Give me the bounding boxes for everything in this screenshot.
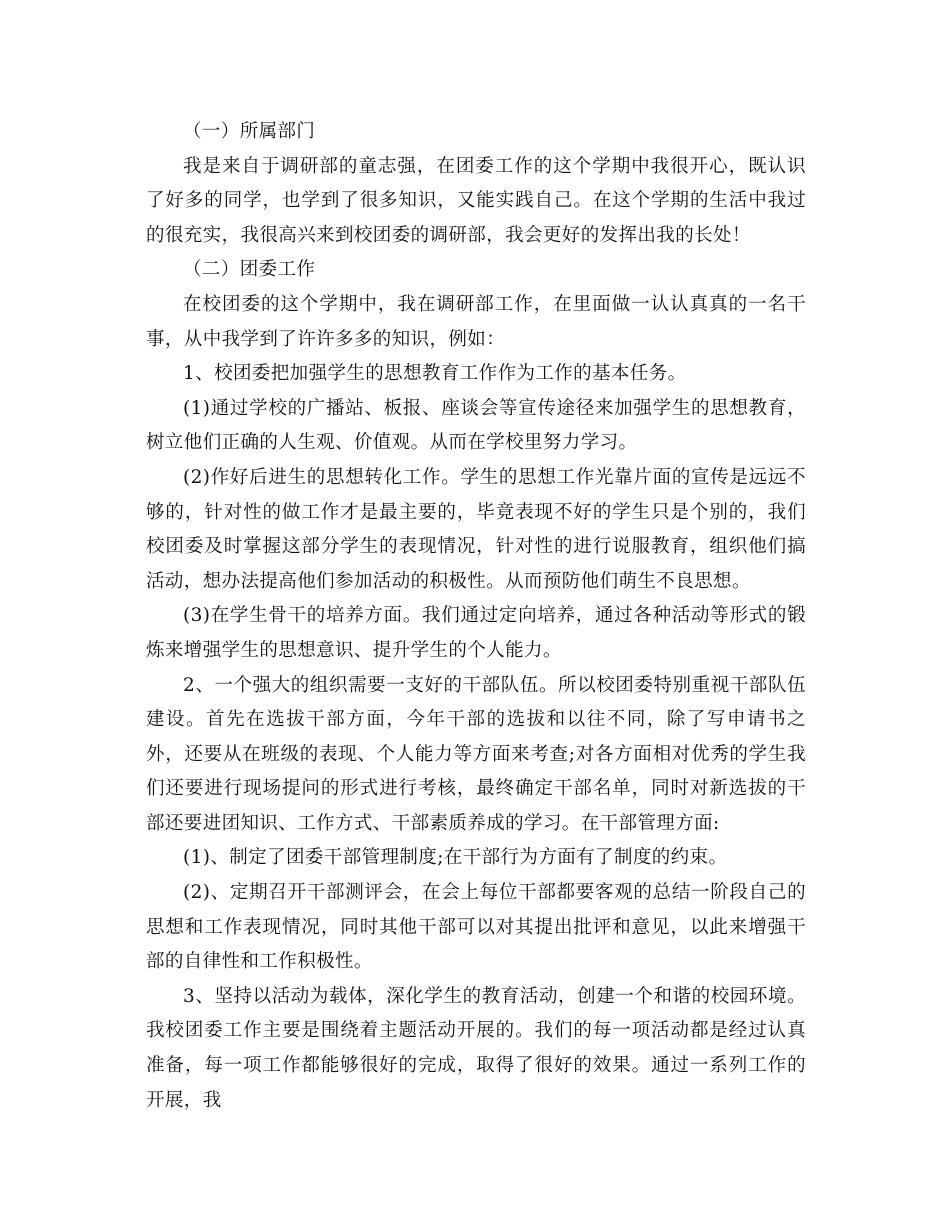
paragraph-item-1: 1、校团委把加强学生的思想教育工作作为工作的基本任务。 bbox=[183, 363, 687, 385]
paragraph-item-1-1: (1)通过学校的广播站、板报、座谈会等宣传途径来加强学生的思想教育，树立他们正确的人生观、价值观。从而在学校里努力学习。 bbox=[146, 397, 806, 454]
heading-department: （一）所属部门 bbox=[183, 121, 316, 142]
document-page bbox=[146, 115, 806, 1118]
paragraph-work-summary: 在校团委的这个学期中，我在调研部工作，在里面做一认认真真的一名干事，从中我学到了许许多多的知识，例如： bbox=[146, 293, 806, 350]
paragraph-item-1-3: (3)在学生骨干的培养方面。我们通过定向培养，通过各种活动等形式的锻炼来增强学生的思想意识、提升学生的个人能力。 bbox=[146, 605, 806, 661]
paragraph-item-3: 3、坚持以活动为载体，深化学生的教育活动，创建一个和谐的校园环境。我校团委工作主要是围绕着主题活动开展的。我们的每一项活动都是经过认真准备，每一项工作都能够很好的完成，取得了很好的效果。通过一系列工作的开展，我 bbox=[146, 985, 806, 1111]
paragraph-item-2-2: (2)、定期召开干部测评会，在会上每位干部都要客观的总结一阶段自己的思想和工作表现情况，同时其他干部可以对其提出批评和意见，以此来增强干部的自律性和工作积极性。 bbox=[146, 882, 806, 973]
paragraph-item-2-1: (1)、制定了团委干部管理制度;在干部行为方面有了制度的约束。 bbox=[183, 847, 728, 869]
paragraph-intro: 我是来自于调研部的童志强，在团委工作的这个学期中我很开心，既认识了好多的同学，也学到了很多知识，又能实践自己。在这个学期的生活中我过的很充实，我很高兴来到校团委的调研部，我会更好的发挥出我的长处！ bbox=[146, 155, 806, 246]
heading-league-work: （二）团委工作 bbox=[183, 259, 316, 281]
paragraph-item-2: 2、一个强大的组织需要一支好的干部队伍。所以校团委特别重视干部队伍建设。首先在选拔干部方面，今年干部的选拔和以往不同，除了写申请书之外，还要从在班级的表现、个人能力等方面来考查;对各方面相对优秀的学生我们还要进行现场提问的形式进行考核，最终确定干部名单，同时对新选拔的干部还要进团知识、工作方式、干部素质养成的学习。在干部管理方面: bbox=[146, 674, 806, 834]
paragraph-item-1-2: (2)作好后进生的思想转化工作。学生的思想工作光靠片面的宣传是远远不够的，针对性的做工作才是最主要的，毕竟表现不好的学生只是个别的，我们校团委及时掌握这部分学生的表现情况，针对性的进行说服教育，组织他们搞活动，想办法提高他们参加活动的积极性。从而预防他们萌生不良思想。 bbox=[146, 466, 806, 592]
